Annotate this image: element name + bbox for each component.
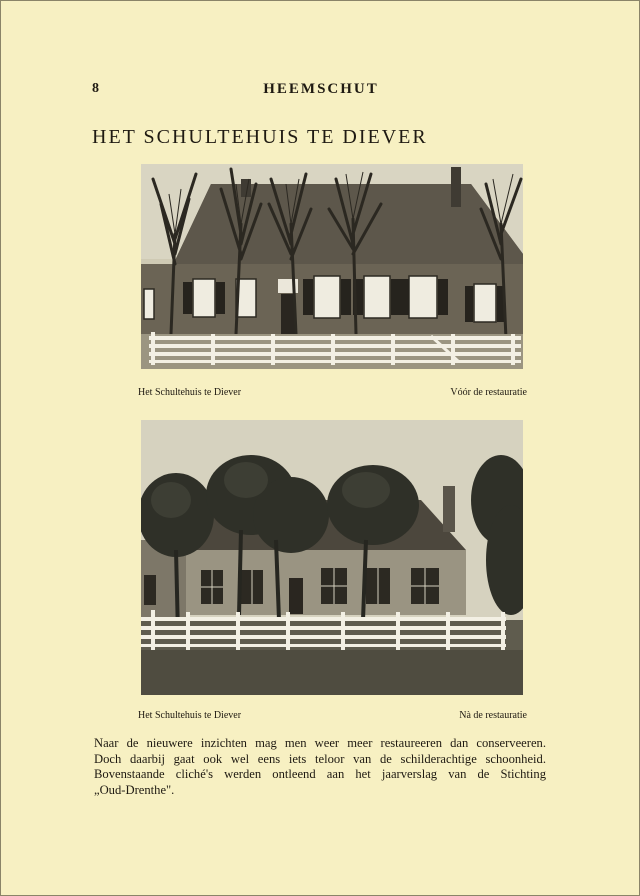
- caption-after: [138, 710, 527, 724]
- caption-after-title: Het Schultehuis te Diever: [138, 710, 242, 721]
- photo-after-restoration: [141, 420, 523, 695]
- photo-before-restoration: [141, 164, 523, 369]
- body-line: Bovenstaande cliché's werden ontleend aan het jaarverslag van de Stichting: [94, 767, 546, 781]
- caption-before: [138, 387, 527, 401]
- photo-before-restoration-image: [141, 164, 523, 369]
- running-head: [1, 81, 640, 101]
- body-line: „Oud-Drenthe".: [94, 782, 175, 797]
- caption-after-label: Nà de restauratie: [459, 710, 527, 721]
- article-title: HET SCHULTEHUIS TE DIEVER: [92, 126, 428, 148]
- body-line: Doch daarbij gaat ook wel eens iets teloor van de schilderachtige schoonheid.: [94, 751, 546, 766]
- photo-after-restoration-image: [141, 420, 523, 695]
- journal-name: HEEMSCHUT: [263, 81, 379, 97]
- body-paragraph: [94, 736, 546, 798]
- page-number: 8: [92, 81, 99, 96]
- caption-before-title: Het Schultehuis te Diever: [138, 387, 242, 398]
- caption-before-label: Vóór de restauratie: [450, 387, 527, 398]
- body-line: Naar de nieuwere inzichten mag men weer meer restaureeren dan conserveeren.: [94, 736, 546, 750]
